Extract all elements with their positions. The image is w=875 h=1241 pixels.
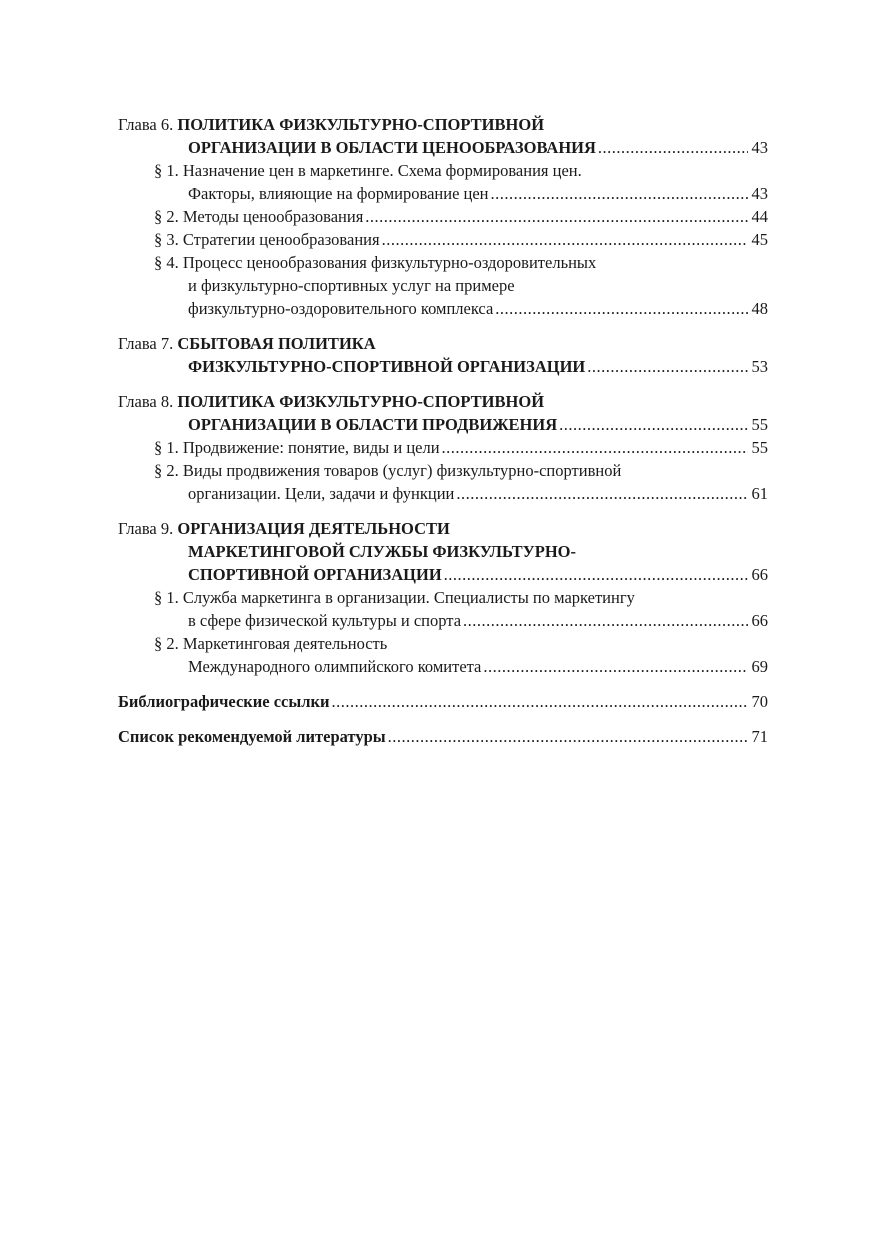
section-line (118, 459, 768, 482)
literature-entry (118, 725, 768, 748)
chapter-8-title-line-1: ПОЛИТИКА ФИЗКУЛЬТУРНО-СПОРТИВНОЙ (177, 392, 545, 411)
toc-entry (118, 182, 768, 205)
dot-leader (483, 655, 748, 678)
toc-entry (118, 482, 768, 505)
chapter-6-heading (118, 113, 768, 136)
dot-leader (598, 136, 748, 159)
section-text: и физкультурно-спортивных услуг на примере (188, 276, 515, 295)
dot-leader (388, 725, 748, 748)
chapter-7-title-line-2: ФИЗКУЛЬТУРНО-СПОРТИВНОЙ ОРГАНИЗАЦИИ (188, 357, 586, 376)
chapter-8-title-line-2: ОРГАНИЗАЦИИ В ОБЛАСТИ ПРОДВИЖЕНИЯ (188, 415, 558, 434)
section-text: Факторы, влияющие на формирование цен (188, 184, 489, 203)
dot-leader (442, 436, 748, 459)
section-line (118, 274, 768, 297)
section-page: 69 (751, 657, 768, 676)
toc-entry (118, 355, 768, 378)
chapter-8 (118, 390, 768, 505)
chapter-9 (118, 517, 768, 678)
toc-entry (118, 136, 768, 159)
toc-entry (118, 228, 768, 251)
toc-entry (118, 436, 768, 459)
chapter-6-title-line-2: ОРГАНИЗАЦИИ В ОБЛАСТИ ЦЕНООБРАЗОВАНИЯ (188, 138, 596, 157)
section-page: 44 (751, 207, 768, 226)
chapter-7-title-line-1: СБЫТОВАЯ ПОЛИТИКА (177, 334, 376, 353)
chapter-6 (118, 113, 768, 320)
section-text: § 3. Стратегии ценообразования (154, 230, 380, 249)
toc-entry (118, 563, 768, 586)
chapter-7-heading (118, 332, 768, 355)
section-text: организации. Цели, задачи и функции (188, 484, 455, 503)
chapter-9-label: Глава 9. (118, 519, 174, 538)
dot-leader (332, 690, 748, 713)
section-line (118, 632, 768, 655)
section-page: 66 (751, 611, 768, 630)
section-line (118, 251, 768, 274)
table-of-contents (118, 113, 768, 748)
section-line (118, 159, 768, 182)
section-page: 61 (751, 484, 768, 503)
chapter-7-label: Глава 7. (118, 334, 174, 353)
literature-title: Список рекомендуемой литературы (118, 727, 386, 746)
dot-leader (463, 609, 748, 632)
toc-entry (118, 413, 768, 436)
chapter-6-label: Глава 6. (118, 115, 174, 134)
chapter-8-heading (118, 390, 768, 413)
chapter-8-page: 55 (751, 415, 768, 434)
section-text: Международного олимпийского комитета (188, 657, 482, 676)
chapter-6-title-line-1: ПОЛИТИКА ФИЗКУЛЬТУРНО-СПОРТИВНОЙ (177, 115, 545, 134)
dot-leader (382, 228, 748, 251)
chapter-7 (118, 332, 768, 378)
dot-leader (365, 205, 748, 228)
chapter-9-title-line-3: СПОРТИВНОЙ ОРГАНИЗАЦИИ (188, 565, 442, 584)
section-text: § 2. Маркетинговая деятельность (154, 634, 388, 653)
section-page: 48 (751, 299, 768, 318)
section-text: § 1. Служба маркетинга в организации. Специалисты по маркетингу (154, 588, 635, 607)
section-page: 43 (751, 184, 768, 203)
section-line (118, 586, 768, 609)
section-text: в сфере физической культуры и спорта (188, 611, 462, 630)
chapter-9-title-line-1: ОРГАНИЗАЦИЯ ДЕЯТЕЛЬНОСТИ (177, 519, 450, 538)
chapter-9-title-line (118, 540, 768, 563)
dot-leader (444, 563, 748, 586)
dot-leader (491, 182, 748, 205)
section-text: § 1. Продвижение: понятие, виды и цели (154, 438, 440, 457)
section-text: § 1. Назначение цен в маркетинге. Схема формирования цен. (154, 161, 582, 180)
toc-entry (118, 609, 768, 632)
dot-leader (495, 297, 748, 320)
toc-entry (118, 205, 768, 228)
dot-leader (456, 482, 748, 505)
section-text: физкультурно-оздоровительного комплекса (188, 299, 494, 318)
references-entry (118, 690, 768, 713)
section-page: 55 (751, 438, 768, 457)
section-text: § 4. Процесс ценообразования физкультурно-оздоровительных (154, 253, 597, 272)
chapter-9-title-line-2: МАРКЕТИНГОВОЙ СЛУЖБЫ ФИЗКУЛЬТУРНО- (188, 542, 576, 561)
dot-leader (559, 413, 748, 436)
section-page: 45 (751, 230, 768, 249)
chapter-6-page: 43 (751, 138, 768, 157)
literature-page: 71 (751, 727, 768, 746)
toc-entry (118, 297, 768, 320)
dot-leader (587, 355, 748, 378)
chapter-9-heading (118, 517, 768, 540)
section-text: § 2. Методы ценообразования (154, 207, 364, 226)
chapter-8-label: Глава 8. (118, 392, 174, 411)
chapter-9-page: 66 (751, 565, 768, 584)
section-text: § 2. Виды продвижения товаров (услуг) физкультурно-спортивной (154, 461, 622, 480)
toc-entry (118, 655, 768, 678)
references-title: Библиографические ссылки (118, 692, 330, 711)
chapter-7-page: 53 (751, 357, 768, 376)
references-page: 70 (751, 692, 768, 711)
